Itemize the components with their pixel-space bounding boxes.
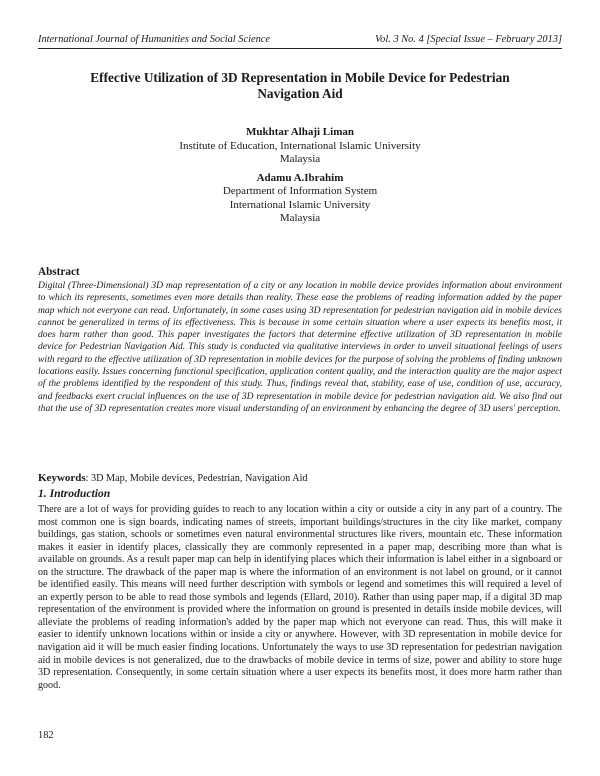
page-number: 182 [38, 730, 54, 741]
introduction-text: There are a lot of ways for providing guides to reach to any location within a city or outside a city in any part of a country. The most common one is sign boards, indicating names of streets, important buildings/structures in the city like market, company buildings, gas station, schools or sometimes even natural environmental structures like rivers, mountain etc. These information makes it easier in identify places, classically they are commonly represented in a paper map, describing more than what is available on grounds. As a result paper map can help in identifying places which their information is label either in a signboard or on the structure. The drawback of the paper map is where the information of an environment is not label on ground, or it cannot be identified easily. This means will need further description with symbols or legend and sometimes this will required a level of an expertly person to be able to read those symbols and legends (Ellard, 2010). Rather than using paper map, if a digital 3D map representation of the environment is provided where the information on ground is presented in details inside mobile devices, will alleviate the problems of reading information's added by the paper map which not everyone can read. Thus, this will make it easier to identify unknown locations within or inside a city or anywhere. However, with 3D representation in mobile device for navigation aid it will be much easier finding locations. Unfortunately the ways to use 3D representation for pedestrian navigation aid in mobile devices is not generalized, due to the drawbacks of mobile device in terms of size, power and ability to store huge 3D representation. Consequently, in some certain situation where a user expects its benefits most, it does more harm rather than good. [38, 504, 562, 691]
keywords-label: Keywords [38, 472, 86, 484]
keywords-text: : 3D Map, Mobile devices, Pedestrian, Navigation Aid [85, 473, 308, 484]
issue-info: Vol. 3 No. 4 [Special Issue – February 2013] [374, 34, 562, 45]
author-name: Adamu A.Ibrahim [256, 171, 344, 184]
introduction-heading: 1. Introduction [38, 487, 111, 500]
journal-name: International Journal of Humanities and Social Science [38, 34, 271, 45]
header-rule [38, 48, 562, 49]
paper-title: Effective Utilization of 3D Representation in Mobile Device for Pedestrian Navigation Aid [90, 70, 510, 101]
author-block [60, 126, 540, 167]
author-affiliation-line: Malaysia [279, 153, 321, 165]
abstract-heading: Abstract [38, 266, 80, 278]
author-affiliation-line: Department of Information System [222, 185, 378, 197]
abstract-text: Digital (Three-Dimensional) 3D map representation of a city or any location in mobile device provides information about environment to which its represents, sometimes even more details than reality. These ease the problems of reading information added by the paper map which not everyone can read. Unfortunately, in some cases using 3D representation for pedestrian navigation aid in mobile devices cannot be generalized in terms of its effectiveness. This is because in some certain situation where a user expects its benefits most, it does harm rather than good. This paper investigates the factors that determine effective utilization of 3D representation in mobile device for Pedestrian Navigation Aid. This study is conducted via qualitative interviews in order to unveil situational feelings of users with regard to the effective utilization of 3D representation in mobile devices for the purpose of solving the problems of finding unknown locations easily. Issues concerning functional specification, application content quality, and the interaction quality are the major aspect of the problems identified by the respondent of this study. Thus, findings reveal that, stability, ease of use, condition of use, accuracy, and feedbacks exert crucial influences on the use of 3D representation in mobile device for pedestrian navigation aid. We also find out that the use of 3D representation creates more visual understanding of an environment by enhancing the degree of 3D users' perception. [38, 280, 562, 414]
author-affiliation-line: International Islamic University [229, 198, 371, 211]
running-head [38, 33, 562, 46]
author-affiliation-line: Malaysia [279, 212, 321, 224]
author-affiliation-line: Institute of Education, International Islamic University [179, 139, 421, 152]
author-list [60, 126, 540, 226]
author-block [60, 172, 540, 226]
keywords-line [38, 472, 562, 485]
author-name: Mukhtar Alhaji Liman [246, 126, 354, 138]
